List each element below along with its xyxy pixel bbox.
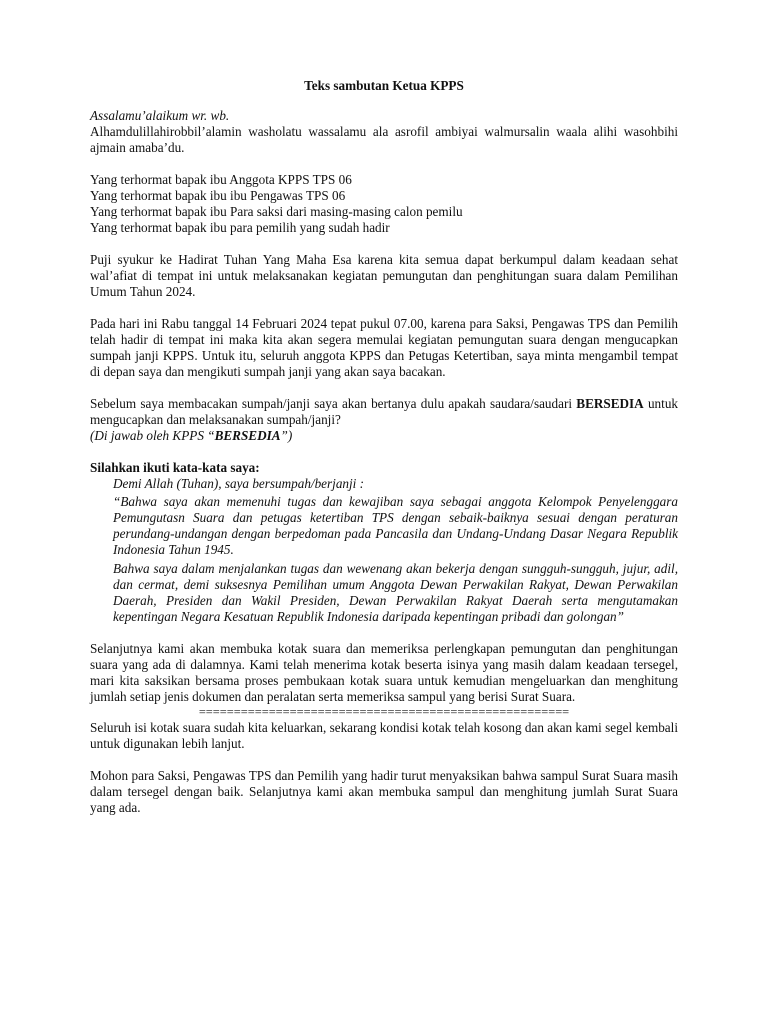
document-title: Teks sambutan Ketua KPPS (304, 78, 464, 93)
spacer (90, 236, 678, 252)
greeting-line: Yang terhormat bapak ibu para pemilih yang sudah hadir (90, 220, 390, 235)
spacer (90, 300, 678, 316)
paragraph-kotak: Selanjutnya kami akan membuka kotak suara dan memeriksa perlengkapan pemungutan dan penghitungan suara yang ada di dalamnya. Kami telah menerima kotak beserta isinya yang masih dalam keadaan tersegel, mari kita saksikan bersama proses pembukaan kotak suara untuk kemudian mengeluarkan dan menghitung jumlah setiap jenis dokumen dan peralatan serta memeriksa sampul yang berisi Surat Suara. (90, 641, 678, 704)
paragraph-pembukaan: Pada hari ini Rabu tanggal 14 Februari 2024 tepat pukul 07.00, karena para Saksi, Pengawas TPS dan Pemilih telah hadir di tempat ini maka kita akan segera memulai kegiatan pemungutan suara dengan mengucapkan sumpah janji KPPS. Untuk itu, seluruh anggota KPPS dan Petugas Ketertiban, saya minta mengambil tempat di depan saya dan mengikuti sumpah janji yang akan saya bacakan. (90, 316, 678, 379)
spacer (90, 444, 678, 460)
question-answer (90, 428, 678, 444)
opening-salam: Assalamu’alaikum wr. wb. (90, 108, 230, 123)
spacer (90, 752, 678, 768)
question-text-after: untuk mengucapkan dan melaksanakan sumpah/janji? (90, 396, 679, 427)
oath-block (90, 476, 678, 625)
greeting-line: Yang terhormat bapak ibu Para saksi dari masing-masing calon pemilu (90, 204, 463, 219)
spacer (90, 156, 678, 172)
oath-paragraph-2: Bahwa saya dalam menjalankan tugas dan wewenang akan bekerja dengan sungguh-sungguh, jujur, adil, dan cermat, demi suksesnya Pemilihan umum Anggota Dewan Perwakilan Rakyat, Dewan Perwakilan Daerah, Presiden dan Wakil Presiden, Dewan Perwakilan Rakyat Daerah serta mengutamakan kepentingan Negara Kesatuan Republik Indonesia daripada kepentingan pribadi dan golongan” (113, 561, 678, 624)
oath-intro: Demi Allah (Tuhan), saya bersumpah/berjanji : (113, 476, 365, 491)
spacer (90, 625, 678, 641)
paragraph-kosong: Seluruh isi kotak suara sudah kita keluarkan, sekarang kondisi kotak telah kosong dan akan kami segel kembali untuk digunakan lebih lanjut. (90, 720, 678, 751)
document-page (90, 74, 678, 816)
question-text-before: Sebelum saya membacakan sumpah/janji saya akan bertanya dulu apakah saudara/saudari (90, 396, 577, 411)
answer-bold-word: BERSEDIA (214, 428, 281, 443)
greeting-line: Yang terhormat bapak ibu ibu Pengawas TPS 06 (90, 188, 346, 203)
question-bold-word: BERSEDIA (576, 396, 644, 411)
section-divider: ===================================================== (198, 705, 570, 719)
spacer (90, 380, 678, 396)
question-paragraph (90, 396, 678, 428)
paragraph-sampul: Mohon para Saksi, Pengawas TPS dan Pemilih yang hadir turut menyaksikan bahwa sampul Surat Suara masih dalam tersegel dengan baik. Selanjutnya kami akan membuka sampul dan menghitung jumlah Surat Suara yang ada. (90, 768, 678, 815)
answer-after: ”) (280, 428, 293, 443)
greetings-list (90, 172, 678, 236)
paragraph-syukur: Puji syukur ke Hadirat Tuhan Yang Maha Esa karena kita semua dapat berkumpul dalam keadaan sehat wal’afiat di tempat ini untuk melaksanakan kegiatan pemungutan dan penghitungan suara dalam Pemilihan Umum Tahun 2024. (90, 252, 678, 299)
greeting-line: Yang terhormat bapak ibu Anggota KPPS TPS 06 (90, 172, 352, 187)
opening-doa: Alhamdulillahirobbil’alamin washolatu wassalamu ala asrofil ambiyai walmursalin waala alihi wasohbihi ajmain amaba’du. (90, 124, 678, 155)
oath-paragraph-1: “Bahwa saya akan memenuhi tugas dan kewajiban saya sebagai anggota Kelompok Penyelenggara Pemungutasn Suara dan petugas ketertiban TPS dengan sebaik-baiknya sesuai dengan peraturan perundang-undangan dengan berpedoman pada Pancasila dan Undang-Undang Dasar Negara Republik Indonesia Tahun 1945. (113, 494, 678, 557)
oath-heading: Silahkan ikuti kata-kata saya: (90, 460, 260, 475)
answer-before: (Di jawab oleh KPPS “ (90, 428, 215, 443)
